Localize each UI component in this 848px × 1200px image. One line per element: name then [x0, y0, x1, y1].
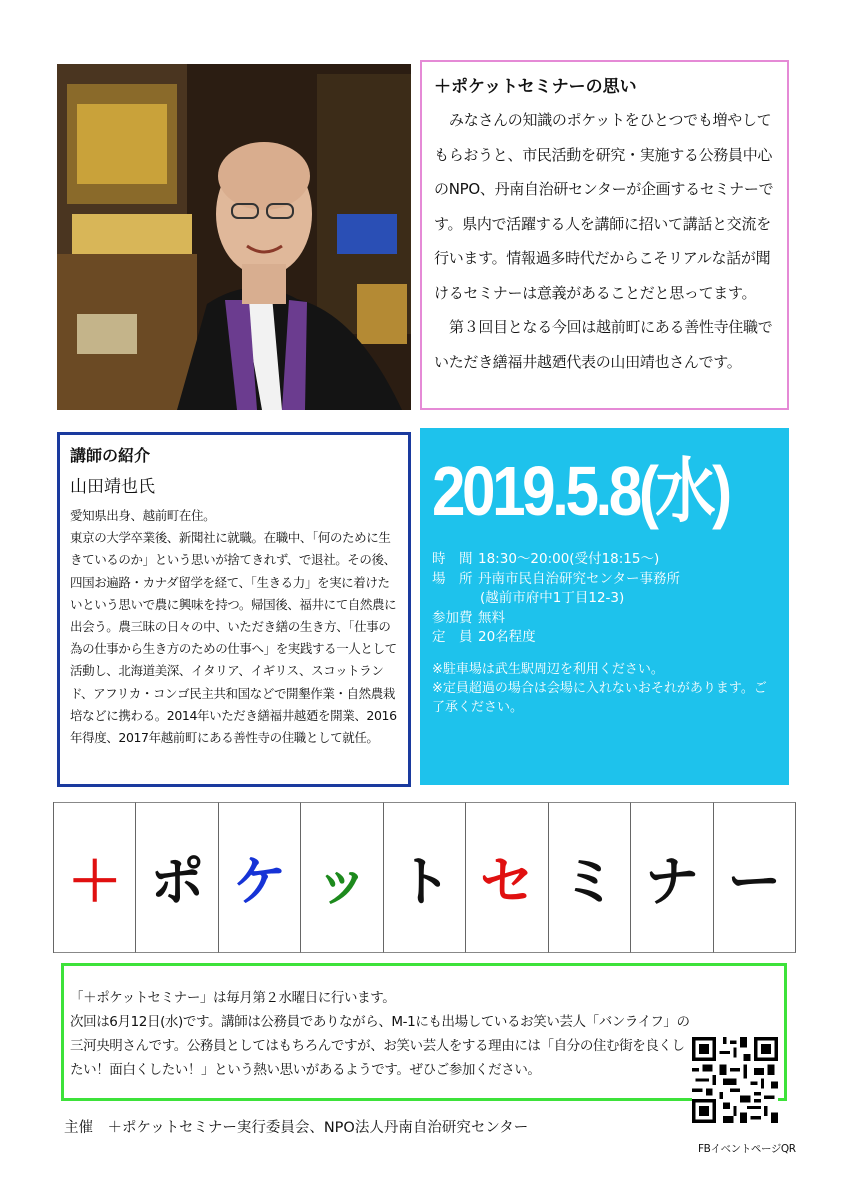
lecturer-photo [57, 64, 411, 410]
event-box [420, 428, 789, 785]
organizer: 主催 ＋ポケットセミナー実行委員会、NPO法人丹南自治研究センター [64, 1120, 529, 1136]
fee-value: 無料 [478, 609, 505, 626]
fee-row [432, 609, 777, 629]
title-char: セ [466, 802, 548, 953]
fee-label: 参加費 [432, 609, 473, 626]
bio-paragraph: 愛知県出身、越前町在住。 [70, 508, 216, 523]
event-date: 2019.5.8(水) [432, 452, 729, 530]
note-text: ※駐車場は武生駅周辺を利用ください。 [432, 661, 664, 677]
title-char: ＋ [54, 802, 136, 953]
intro-title: ＋ポケットセミナーの思い [434, 77, 637, 97]
event-info [432, 550, 777, 648]
title-char: ケ [219, 802, 301, 953]
lecturer-box [57, 432, 411, 787]
intro-paragraph: 第３回目となる今回は越前町にある善性寺住職でいただき繕福井越廼代表の山田靖也さんです。 [434, 318, 773, 371]
place-row [432, 570, 777, 590]
lecturer-bio [70, 505, 398, 749]
capacity-row [432, 628, 777, 648]
place-value: 丹南市民自治研究センター事務所 [478, 570, 680, 587]
event-notes [432, 660, 777, 717]
lecturer-name: 山田靖也氏 [70, 477, 155, 497]
title-char: ー [714, 802, 796, 953]
note-text: ※定員超過の場合は会場に入れないおそれがあります。ご了承ください。 [432, 680, 767, 715]
title-char: ミ [549, 802, 631, 953]
qr-code[interactable] [692, 1037, 778, 1123]
bio-paragraph: 東京の大学卒業後、新聞社に就職。在職中、「何のために生きているのか」という思いが捨てきれず、で退社。その後、四国お遍路・カナダ留学を経て、「生きる力」を実に着けたいという思いで農に興味を持つ。帰国後、福井にて自然農に出会う。農三昧の日々の中、いただき繕の生き方、「仕事の為の仕事から生き方のための仕事へ」を実践する一人として活動し、北海道美深、イタリア、イギリス、スコットランド、アフリカ・コンゴ民主共和国などで開墾作業・自然農栽培などに携わる。2014年いただき繕福井越廼を開業、2016年得度、2017年越前町にある善性寺の住職として就任。 [70, 530, 397, 746]
notice-line: 次回は6月12日(水)です。講師は公務員でありながら、M-1にも出場しているお笑い芸人「バンライフ」の三河央明さんです。公務員としてはもちろんですが、お笑い芸人をする理由には「自分の住む街を良くしたい！面白くしたい！」という熱い思いがあるようです。ぜひご参加ください。 [70, 1014, 690, 1078]
title-char: ナ [631, 802, 713, 953]
notice-line: 「＋ポケットセミナー」は毎月第２水曜日に行います。 [70, 990, 396, 1006]
title-char: ポ [136, 802, 218, 953]
title-char: ト [384, 802, 466, 953]
intro-box [420, 60, 789, 410]
next-seminar-notice [61, 963, 787, 1101]
intro-body [434, 103, 775, 379]
intro-paragraph: みなさんの知識のポケットをひとつでも増やしてもらおうと、市民活動を研究・実施する公務員中心のNPO、丹南自治研センターが企画するセミナーです。県内で活躍する人を講師に招いて講話と交流を行います。情報過多時代だからこそリアルな話が聞けるセミナーは意義があることだと思ってます。 [434, 111, 774, 302]
seminar-title-grid [53, 802, 796, 953]
capacity-value: 20名程度 [478, 629, 536, 645]
lecturer-heading: 講師の紹介 [70, 446, 151, 465]
qr-caption: FBイベントページQR [698, 1143, 796, 1155]
time-label: 時 間 [432, 551, 473, 567]
title-char: ッ [301, 802, 383, 953]
capacity-label: 定 員 [432, 629, 473, 645]
place-address: (越前市府中1丁目12-3) [480, 590, 625, 606]
time-row [432, 550, 777, 570]
time-value: 18:30～20:00(受付18:15～) [478, 551, 660, 567]
place-label: 場 所 [432, 570, 473, 587]
